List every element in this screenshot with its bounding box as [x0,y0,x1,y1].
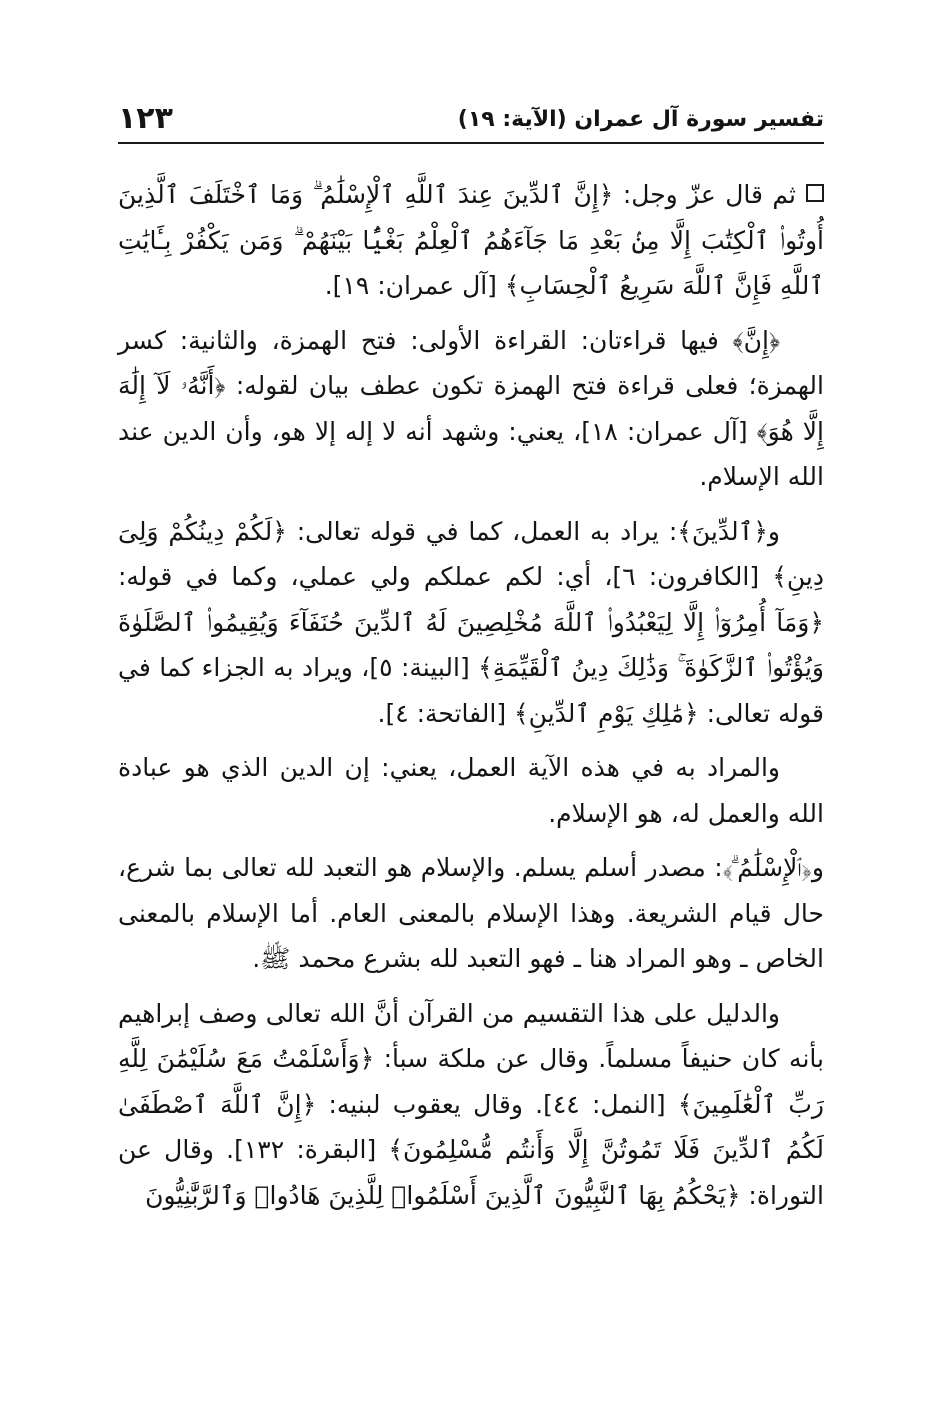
paragraph: و﴿ٱلدِّينَ﴾: يراد به العمل، كما في قوله تعالى: ﴿لَكُمْ دِينُكُمْ وَلِىَ دِينِ﴾ [الكافرون: ٦]، أي: لكم عملكم ولي عملي، وكما في قوله: ﴿وَمَآ أُمِرُوٓا۟ إِلَّا لِيَعْبُدُوا۟ ٱللَّهَ مُخْلِصِينَ لَهُ ٱلدِّينَ حُنَفَآءَ وَيُقِيمُوا۟ ٱلصَّلَوٰةَ وَيُؤْتُوا۟ ٱلزَّكَوٰةَ ۚ وَذَٰلِكَ دِينُ ٱلْقَيِّمَةِ﴾ [البينة: ٥]، ويراد به الجزاء كما في قوله تعالى: ﴿مَٰلِكِ يَوْمِ ٱلدِّينِ﴾ [الفاتحة: ٤]. [118,516,824,728]
paragraph-text: ثم قال عزّ وجل: ﴿إِنَّ ٱلدِّينَ عِندَ ٱللَّهِ ٱلْإِسْلَٰمُ ۗ وَمَا ٱخْتَلَفَ ٱلَّذِينَ أُوتُوا۟ ٱلْكِتَٰبَ إِلَّا مِنۢ بَعْدِ مَا جَآءَهُمُ ٱلْعِلْمُ بَغْيًۢا بَيْنَهُمْ ۗ وَمَن يَكْفُرْ بِـَٔايَٰتِ ٱللَّهِ فَإِنَّ ٱللَّهَ سَرِيعُ ٱلْحِسَابِ﴾ [آل عمران: ١٩]. [118,180,824,300]
paragraph: و﴿ٱلْإِسْلَٰمُ ۗ﴾: مصدر أسلم يسلم. والإسلام هو التعبد لله تعالى بما شرع، حال قيام الشريعة. وهذا الإسلام بالمعنى العام. أما الإسلام بالمعنى الخاص ـ وهو المراد هنا ـ فهو التعبد لله بشرع محمد ﷺ. [118,853,824,973]
page-header [118,98,824,138]
paragraph: والدليل على هذا التقسيم من القرآن أنَّ الله تعالى وصف إبراهيم بأنه كان حنيفاً مسلماً. وقال عن ملكة سبأ: ﴿وَأَسْلَمْتُ مَعَ سُلَيْمَٰنَ لِلَّهِ رَبِّ ٱلْعَٰلَمِينَ﴾ [النمل: ٤٤]. وقال يعقوب لبنيه: ﴿إِنَّ ٱللَّهَ ٱصْطَفَىٰ لَكُمُ ٱلدِّينَ فَلَا تَمُوتُنَّ إِلَّا وَأَنتُم مُّسْلِمُونَ﴾ [البقرة: ١٣٢]. وقال عن التوراة: ﴿يَحْكُمُ بِهَا ٱلنَّبِيُّونَ ٱلَّذِينَ أَسْلَمُوا۟ لِلَّذِينَ هَادُوا۟ وَٱلرَّبَّٰنِيُّونَ [118,998,824,1210]
header-divider [118,142,824,144]
body-text [118,172,824,1227]
paragraph [118,172,824,309]
paragraph: والمراد به في هذه الآية العمل، يعني: إن الدين الذي هو عبادة الله والعمل له، هو الإسلام. [118,753,824,828]
running-title: تفسير سورة آل عمران (الآية: ١٩) [457,107,824,132]
paragraph: ﴿إِنَّ﴾ فيها قراءتان: القراءة الأولى: فتح الهمزة، والثانية: كسر الهمزة؛ فعلى قراءة فتح الهمزة تكون عطف بيان لقوله: ﴿أَنَّهُۥ لَآ إِلَٰهَ إِلَّا هُوَ﴾ [آل عمران: ١٨]، يعني: وشهد أنه لا إله إلا هو، وأن الدين عند الله الإسلام. [118,325,824,491]
square-marker-icon [806,184,824,202]
page-number: ١٢٣ [118,101,173,136]
